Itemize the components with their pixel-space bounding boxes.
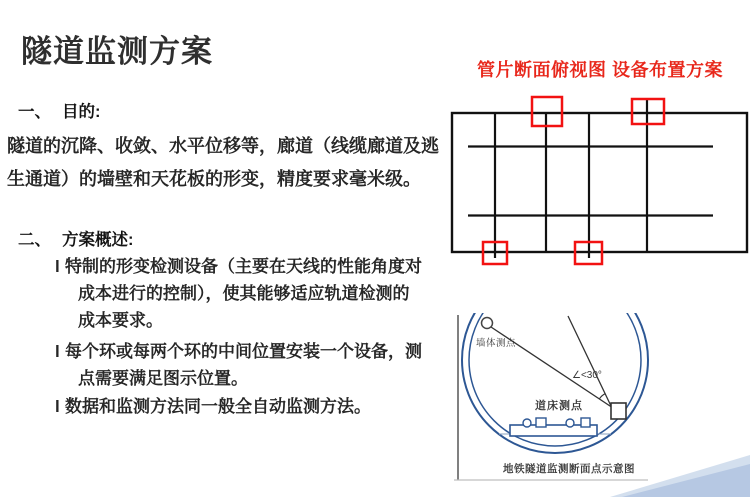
bullet-marker: l bbox=[55, 257, 60, 276]
section-purpose-number: 一、 bbox=[18, 103, 51, 121]
diagram-caption: 地铁隧道监测断面点示意图 bbox=[503, 463, 635, 475]
bullet-line: 数据和监测方法同一般全自动监测方法。 bbox=[65, 397, 371, 416]
bed-point-circle bbox=[523, 419, 531, 427]
bullet-line: 特制的形变检测设备（主要在天线的性能角度对 bbox=[65, 257, 422, 276]
diagram-heading: 管片断面俯视图 设备布置方案 bbox=[477, 60, 723, 80]
overview-bullet-2 bbox=[55, 338, 445, 392]
section-purpose-title: 目的: bbox=[62, 103, 101, 121]
bed-point-square bbox=[581, 418, 590, 427]
wall-point-label: 墙体测点 bbox=[476, 338, 517, 349]
bed-point-label: 道床测点 bbox=[535, 400, 583, 412]
bullet-marker: l bbox=[55, 342, 60, 361]
overview-bullet-3 bbox=[55, 393, 445, 420]
section-overview-heading bbox=[18, 226, 134, 250]
slide-title: 隧道监测方案 bbox=[21, 34, 213, 69]
bullet-line: 成本要求。 bbox=[78, 311, 163, 330]
bed-point-square bbox=[536, 418, 546, 427]
angle-label: ∠<30° bbox=[572, 370, 602, 381]
segment-outline bbox=[452, 113, 747, 252]
purpose-line: 生通道）的墙壁和天花板的形变，精度要求毫米级。 bbox=[7, 169, 421, 189]
purpose-line: 隧道的沉降、收敛、水平位移等，廊道（线缆廊道及逃 bbox=[7, 136, 439, 156]
bullet-marker: l bbox=[55, 397, 60, 416]
section-overview-title: 方案概述: bbox=[62, 231, 134, 249]
angle-arc bbox=[600, 394, 606, 399]
section-overview-number: 二、 bbox=[18, 231, 51, 249]
device-square bbox=[611, 403, 626, 419]
bed-point-circle bbox=[566, 419, 574, 427]
overview-bullet-1 bbox=[55, 253, 445, 334]
wall-measure-point bbox=[482, 318, 493, 329]
section-purpose-heading bbox=[18, 98, 101, 122]
purpose-paragraph bbox=[7, 130, 443, 196]
segment-top-view-diagram bbox=[440, 85, 750, 270]
bullet-line: 每个环或每两个环的中间位置安装一个设备，测 bbox=[65, 342, 422, 361]
bullet-line: 点需要满足图示位置。 bbox=[78, 369, 248, 388]
bullet-line: 成本进行的控制），使其能够适应轨道检测的 bbox=[78, 284, 410, 303]
